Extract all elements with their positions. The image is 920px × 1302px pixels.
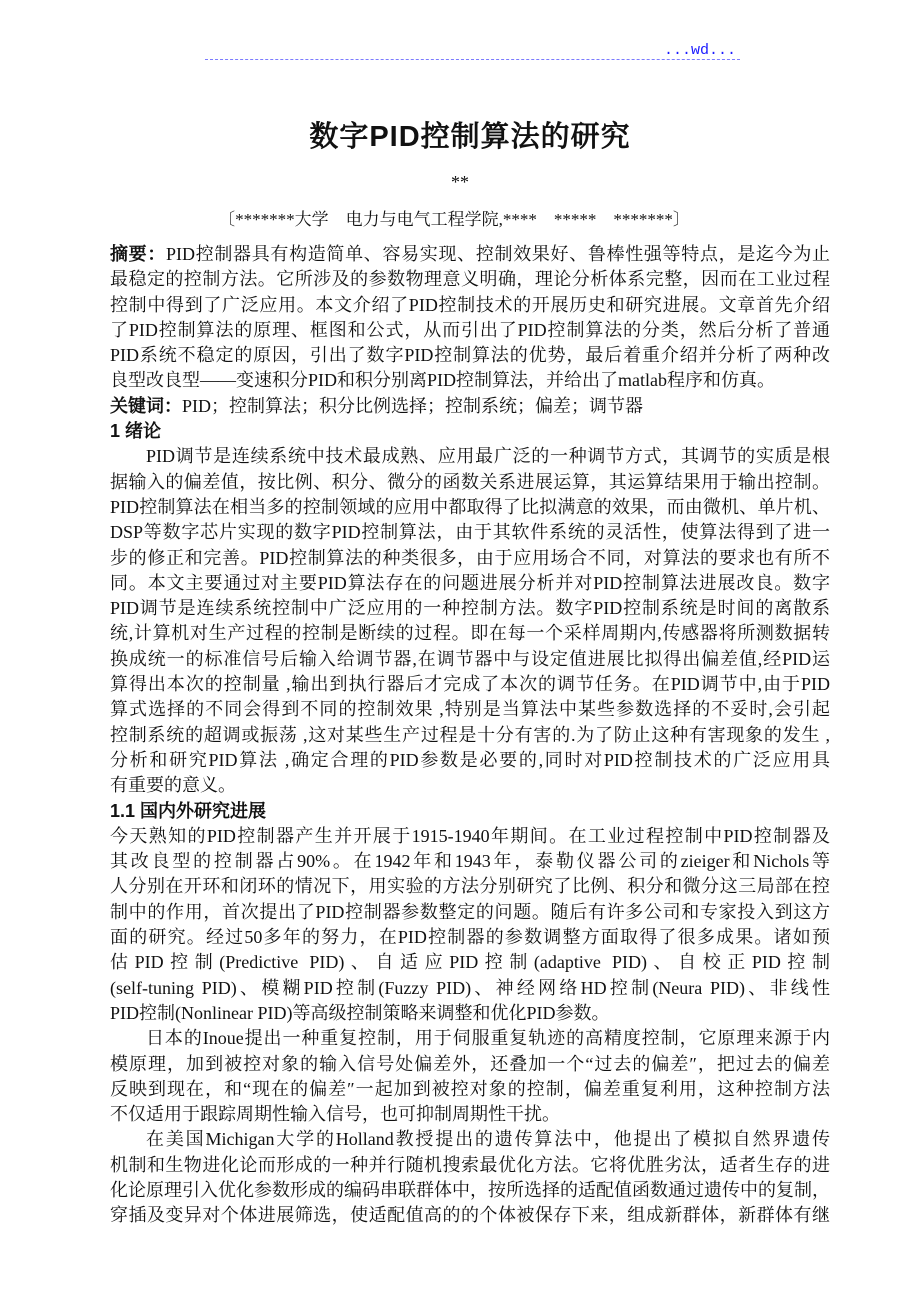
paragraph-label: 摘要： <box>110 244 167 264</box>
text-line: 据输入的偏差值，按比例、积分、微分的函数关系进展运算，其运算结果用于输出控制。 <box>110 471 830 492</box>
text-line: 算式选择的不同会得到不同的控制效果 ,特别是当算法中某些参数选择的不妥时,会引起 <box>110 699 830 720</box>
text-line: 今天熟知的PID控制器产生并开展于1915-1940年期间。在工业过程控制中PID控制器及 <box>110 825 830 846</box>
text-line: PID系统不稳定的原因，引出了数字PID控制算法的优势，最后着重介绍并分析了两种改 <box>110 345 830 366</box>
text-line: 控制系统的超调或振荡 ,这对某些生产过程是十分有害的.为了防止这种有害现象的发生 , <box>110 724 830 745</box>
header-watermark: ...wd... <box>664 42 737 59</box>
heading-text: 1 绪论 <box>110 421 162 442</box>
paragraph-inoue <box>110 1026 830 1127</box>
text-line: 反映到现在，和“现在的偏差″一起加到被控对象的控制，偏差重复利用，这种控制方法 <box>110 1078 830 1099</box>
text-line: 同。本文主要通过对主要PID算法存在的问题进展分析并对PID控制算法进展改良。数字 <box>110 572 830 593</box>
text-line: 有重要的意义。 <box>110 775 236 796</box>
text-line: 关键词：PID；控制算法；积分比例选择；控制系统；偏差；调节器 <box>110 395 644 416</box>
paragraph-label: 关键词： <box>110 395 182 416</box>
paragraph-keywords <box>110 394 830 419</box>
text-line: PID调节是连续系统控制中广泛应用的一种控制方法。数字PID控制系统是时间的离散系 <box>110 598 830 619</box>
text-line: (self-tuning PID)、模糊PID控制(Fuzzy PID)、神经网络HD控制(Neura PID)、非线性 <box>110 977 830 998</box>
text-line: 面的研究。经过50多年的努力，在PID控制器的参数调整方面取得了很多成果。诸如预 <box>110 927 830 948</box>
text-line: PID控制(Nonlinear PID)等高级控制策略来调整和优化PID参数。 <box>110 1002 610 1023</box>
text-line: PID控制算法在相当多的控制领域的应用中都取得了比拟满意的效果，而由微机、单片机、 <box>110 496 830 517</box>
header-divider <box>205 59 740 60</box>
text-line: 步的修正和完善。PID控制算法的种类很多，由于应用场合不同，对算法的要求也有所不 <box>110 547 830 568</box>
text-line: 不仅适用于跟踪周期性输入信号，也可抑制周期性干扰。 <box>110 1104 560 1125</box>
author: ** <box>451 172 469 192</box>
text-line: 良型改良型——变速积分PID和积分别离PID控制算法，并给出了matlab程序和仿真。 <box>110 370 775 391</box>
document-title: 数字PID控制算法的研究 <box>309 121 631 153</box>
text-line: 人分别在开环和闭环的情况下，用实验的方法分别研究了比例、积分和微分这三局部在控 <box>110 876 830 897</box>
text-line: 最稳定的控制方法。它所涉及的参数物理意义明确，理论分析体系完整，因而在工业过程 <box>110 269 830 290</box>
text-line: 算得出本次的控制量 ,输出到执行器后才完成了本次的调节任务。在PID调节中,由于PID <box>110 674 830 695</box>
section-heading <box>110 419 830 444</box>
text-line: 换成统一的标准信号后输入给调节器,在调节器中与设定值进展比拟得出偏差值,经PID运 <box>110 648 831 669</box>
text-line: 统,计算机对生产过程的控制是断续的过程。即在每一个采样周期内,传感器将所测数据转 <box>110 623 830 644</box>
text-line: 穿插及变异对个体进展筛选，使适配值高的的个体被保存下来，组成新群体，新群体有继 <box>110 1205 830 1226</box>
paragraph-history <box>110 824 830 1026</box>
text-line: 估PID控制(Predictive PID)、自适应PID控制(adaptive PID)、自校正PID控制 <box>110 952 830 973</box>
text-line: 摘要：PID控制器具有构造简单、容易实现、控制效果好、鲁棒性强等特点，是迄今为止 <box>110 244 830 264</box>
text-line: DSP等数字芯片实现的数字PID控制算法，由于其软件系统的灵活性，使算法得到了进一 <box>110 522 830 543</box>
affiliation: 〔*******大学 电力与电气工程学院,**** ***** *******〕 <box>218 210 690 229</box>
text-line: 分析和研究PID算法 ,确定合理的PID参数是必要的,同时对PID控制技术的广泛应用具 <box>110 749 830 770</box>
text-line: PID调节是连续系统中技术最成熟、应用最广泛的一种调节方式，其调节的实质是根 <box>146 446 830 467</box>
text-line: 日本的Inoue提出一种重复控制，用于伺服重复轨迹的高精度控制，它原理来源于内 <box>146 1028 830 1049</box>
paragraph-abstract <box>110 242 830 394</box>
text-line: 了PID控制算法的原理、框图和公式，从而引出了PID控制算法的分类，然后分析了普通 <box>110 319 830 340</box>
text-line: 化论原理引入优化参数形成的编码串联群体中，按所选择的适配值函数通过遗传中的复制， <box>110 1179 830 1200</box>
heading-text: 1.1 国内外研究进展 <box>110 800 267 821</box>
paragraph-holland <box>110 1127 830 1228</box>
section-heading <box>110 799 830 824</box>
text-line: 控制中得到了广泛应用。本文介绍了PID控制技术的开展历史和研究进展。文章首先介绍 <box>110 294 830 315</box>
text-line: 制中的作用，首次提出了PID控制器参数整定的问题。随后有许多公司和专家投入到这方 <box>110 901 830 922</box>
text-line: 机制和生物进化论而形成的一种并行随机搜索最优化方法。它将优胜劣汰，适者生存的进 <box>110 1154 830 1175</box>
document-body <box>110 242 830 1229</box>
paragraph-intro <box>110 444 830 798</box>
text-line: 其改良型的控制器占90%。在1942年和1943年，泰勒仪器公司的zieiger和Nichols等 <box>110 851 830 872</box>
text-line: 在美国Michigan大学的Holland教授提出的遗传算法中，他提出了模拟自然界遗传 <box>146 1129 830 1150</box>
text-line: 模原理，加到被控对象的输入信号处偏差外，还叠加一个“过去的偏差″，把过去的偏差 <box>110 1053 830 1074</box>
